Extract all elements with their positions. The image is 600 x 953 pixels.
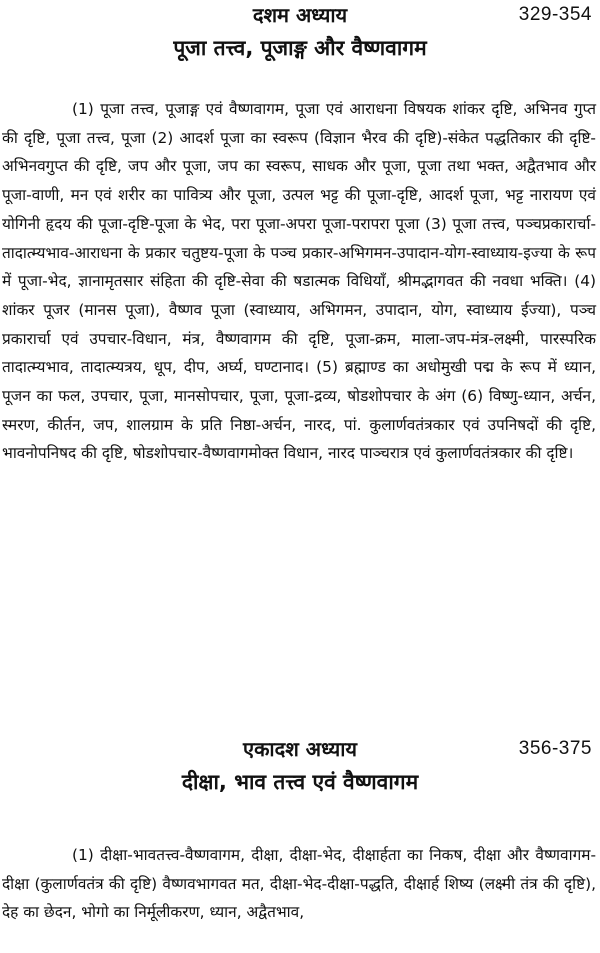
chapter-heading-row: [0, 0, 600, 32]
chapter-label: एकादश अध्याय: [243, 737, 357, 761]
chapter-summary: (1) पूजा तत्त्व, पूजाङ्ग एवं वैष्णवागम, पूजा एवं आराधना विषयक शांकर दृष्टि, अभिनव गुप्त की दृष्टि, पूजा तत्त्व, पूजा (2) आदर्श पूजा का स्वरूप (विज्ञान भैरव की दृष्टि)-संकेत पद्धतिकार की दृष्टि-अभिनवगुप्त की दृष्टि, जप और पूजा, जप का स्वरूप, साधक और पूजा, पूजा तथा भक्त, अद्वैतभाव और पूजा-वाणी, मन एवं शरीर का पावित्र्य और पूजा, उत्पल भट्ट की पूजा-दृष्टि, आदर्श पूजा, भट्ट नारायण एवं योगिनी हृदय की पूजा-दृष्टि-पूजा के भेद, परा पूजा-अपरा पूजा-परापरा पूजा (3) पूजा तत्त्व, पञ्चप्रकारार्चा-तादात्म्यभाव-आराधना के प्रकार चतुष्टय-पूजा के पञ्च प्रकार-अभिगमन-उपादान-योग-स्वाध्याय-इज्या के रूप में पूजा-भेद, ज्ञानामृतसार संहिता की दृष्टि-सेवा की षडात्मक विधियाँ, श्रीमद्भागवत की नवधा भक्ति। (4) शांकर पूजर (मानस पूजा), वैष्णव पूजा (स्वाध्याय, अभिगमन, उपादान, योग, स्वाध्याय ईज्या), पञ्च प्रकारार्चा एवं उपचार-विधान, मंत्र, वैष्णवागम की दृष्टि, पूजा-क्रम, माला-जप-मंत्र-लक्ष्मी, पारस्परिक तादात्म्यभाव, तादात्म्यत्रय, धूप, दीप, अर्घ्य, घण्टानाद। (5) ब्रह्माण्ड का अधोमुखी पद्म के रूप में ध्यान, पूजन का फल, उपचार, पूजा, मानसोपचार, पूजा, पूजा-द्रव्य, षोडशोपचार के अंग (6) विष्णु-ध्यान, अर्चन, स्मरण, कीर्तन, जप, शालग्राम के प्रति निष्ठा-अर्चन, नारद, पां. कुलार्णवतंत्रकार एवं उपनिषदों की दृष्टि, भावनोपनिषद की दृष्टि, षोडशोपचार-वैष्णवागमोक्त विधान, नारद पाञ्चरात्र एवं कुलार्णवतंत्रकार की दृष्टि।: [2, 100, 596, 463]
chapter-title: पूजा तत्त्व, पूजाङ्ग और वैष्णवागम: [173, 36, 427, 60]
chapter-title: दीक्षा, भाव तत्त्व एवं वैष्णवागम: [181, 770, 419, 794]
chapter-section: [0, 734, 600, 922]
chapter-label: दशम अध्याय: [252, 3, 348, 27]
page-range: 356-375: [518, 738, 592, 759]
chapter-heading-row: [0, 734, 600, 766]
chapter-summary: (1) दीक्षा-भावतत्त्व-वैष्णवागम, दीक्षा, दीक्षा-भेद, दीक्षार्हता का निकष, दीक्षा और वैष्णवागम-दीक्षा (कुलार्णवतंत्र की दृष्टि) वैष्णवभागवत मत, दीक्षा-भेद-दीक्षा-पद्धति, दीक्षार्ह शिष्य (लक्ष्मी तंत्र की दृष्टि), देह का छेदन, भोगो का निर्मूलीकरण, ध्यान, अद्वैतभाव,: [2, 846, 596, 922]
page-range: 329-354: [518, 4, 592, 25]
chapter-section: [0, 0, 600, 463]
